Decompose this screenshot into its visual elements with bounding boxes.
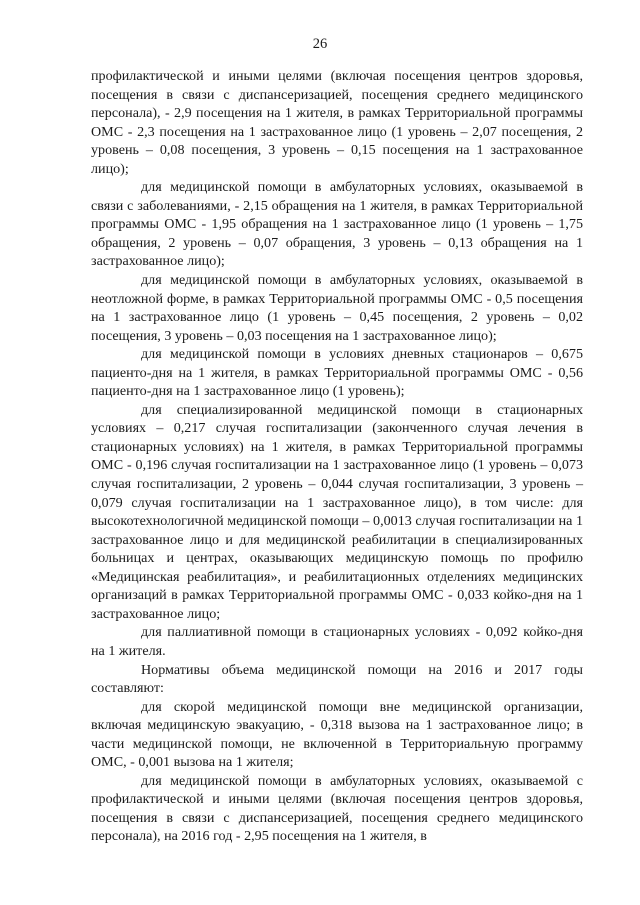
paragraph: для скорой медицинской помощи вне медицинской организации, включая медицинскую эвакуацию, - 0,318 вызова на 1 застрахованное лицо; в части медицинской помощи, не включенной в Территориальную программу ОМС, - 0,001 вызова на 1 жителя;	[91, 698, 583, 771]
paragraph: профилактической и иными целями (включая посещения центров здоровья, посещения в связи с диспансеризацией, посещения среднего медицинского персонала), - 2,9 посещения на 1 жителя, в рамках Территориальной программы ОМС - 2,3 посещения на 1 застрахованное лицо (1 уровень – 2,07 посещения, 2 уровень – 0,08 посещения, 3 уровень – 0,15 посещения на 1 застрахованное лицо);	[91, 68, 583, 177]
paragraph: для паллиативной помощи в стационарных условиях - 0,092 койко-дня на 1 жителя.	[91, 624, 583, 659]
paragraph: Нормативы объема медицинской помощи на 2016 и 2017 годы составляют:	[91, 661, 583, 697]
paragraph: для медицинской помощи в амбулаторных условиях, оказываемой с профилактической и иными целями (включая посещения центров здоровья, посещения в связи с диспансеризацией, посещения среднего медицинского персонала), на 2016 год - 2,95 посещения на 1 жителя, в	[91, 772, 583, 845]
paragraph: для медицинской помощи в амбулаторных условиях, оказываемой в связи с заболеваниями, - 2,15 обращения на 1 жителя, в рамках Территориальной программы ОМС - 1,95 обращения на 1 застрахованное лицо (1 уровень – 1,75 обращения, 2 уровень – 0,07 обращения, 3 уровень – 0,13 обращения на 1 застрахованное лицо);	[91, 179, 583, 270]
document-body	[91, 67, 583, 846]
page-number: 26	[312, 36, 328, 52]
paragraph: для специализированной медицинской помощи в стационарных условиях – 0,217 случая госпитализации (законченного случая лечения в стационарных условиях) на 1 жителя, в рамках Территориальной программы ОМС - 0,196 случая госпитализации на 1 застрахованное лицо (1 уровень – 0,073 случая госпитализации, 2 уровень – 0,044 случая госпитализации, 3 уровень – 0,079 случая госпитализации на 1 застрахованное лицо), в том числе: для высокотехнологичной медицинской помощи – 0,0013 случая госпитализации на 1 застрахованное лицо и для медицинской реабилитации в специализированных больницах и центрах, оказывающих медицинскую помощь по профилю «Медицинская реабилитация», и реабилитационных отделениях медицинских организаций в рамках Территориальной программы ОМС - 0,033 койко-дня на 1 застрахованное лицо;	[91, 401, 583, 622]
paragraph: для медицинской помощи в амбулаторных условиях, оказываемой в неотложной форме, в рамках Территориальной программы ОМС - 0,5 посещения на 1 застрахованное лицо (1 уровень – 0,45 посещения, 2 уровень – 0,02 посещения, 3 уровень – 0,03 посещения на 1 застрахованное лицо);	[91, 272, 583, 344]
paragraph: для медицинской помощи в условиях дневных стационаров – 0,675 пациенто-дня на 1 жителя, в рамках Территориальной программы ОМС - 0,56 пациенто-дня на 1 застрахованное лицо (1 уровень);	[91, 346, 583, 400]
